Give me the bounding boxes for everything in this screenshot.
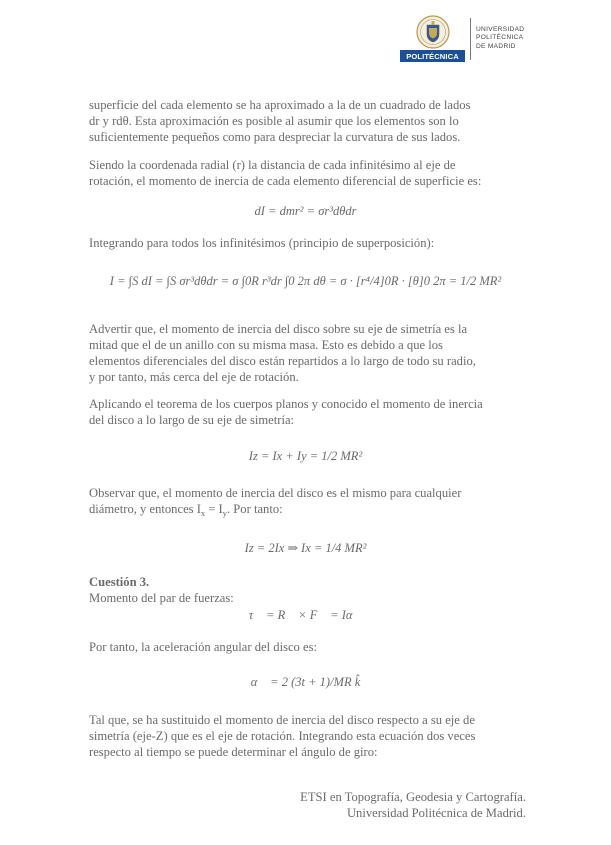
paragraph-6 (89, 486, 526, 522)
text-line: respecto al tiempo se puede determinar el ángulo de giro: (89, 744, 378, 759)
text-line: rotación, el momento de inercia de cada elemento diferencial de superficie es: (89, 173, 482, 188)
text-line: y por tanto, más cerca del eje de rotación. (89, 369, 299, 384)
text-line: superficie del cada elemento se ha aproximado a la de un cuadrado de lados (89, 98, 471, 112)
university-seal-icon (416, 15, 450, 49)
text-line: Observar que, el momento de inercia del disco es el mismo para cualquier (89, 486, 462, 500)
text-line: Por tanto, la aceleración angular del disco es: (89, 640, 317, 654)
text-run: . Por tanto: (227, 501, 283, 516)
equation-text: Iz = 2Ix ⇒ Ix = 1/4 MR² (244, 541, 367, 555)
paragraph-3 (89, 236, 526, 252)
paragraph-2 (89, 158, 526, 190)
text-line: Tal que, se ha sustituido el momento de inercia del disco respecto a su eje de (89, 713, 475, 727)
text-line: Momento del par de fuerzas: (89, 590, 234, 605)
text-line: Advertir que, el momento de inercia del disco sobre su eje de simetría es la (89, 322, 468, 336)
equation-text: Iz = Ix + Iy = 1/2 MR² (248, 449, 363, 463)
text-line: dr y rdθ. Esta aproximación es posible al asumir que los elementos son lo (89, 113, 459, 128)
footer-school: ETSI en Topografía, Geodesia y Cartografía. (300, 790, 526, 804)
logo-band: POLITÉCNICA (400, 50, 465, 62)
university-line: UNIVERSIDAD (476, 26, 525, 33)
equation-4 (0, 540, 611, 556)
text-run: = I (205, 501, 223, 516)
text-line: Integrando para todos los infinitésimos (principio de superposición): (89, 236, 435, 250)
equation-text: I = ∫S dI = ∫S σr³dθdr = σ ∫0R r³dr ∫0 2π dθ = σ · [r⁴/4]0R · [θ]0 2π = 1/2 MR² (109, 274, 502, 288)
university-line: DE MADRID (476, 42, 516, 50)
text-line: del disco a lo largo de su eje de simetría: (89, 412, 295, 427)
university-line: POLITÉCNICA (476, 34, 524, 42)
text-line (89, 502, 526, 522)
text-line: Aplicando el teorema de los cuerpos planos y conocido el momento de inercia (89, 397, 483, 411)
university-name (476, 26, 524, 51)
footer-university: Universidad Politécnica de Madrid. (346, 806, 526, 820)
equation-2 (0, 274, 611, 289)
equation-text: α⃗ = 2 (3t + 1)/MR k̂ (250, 675, 361, 689)
text-line: Siendo la coordenada radial (r) la distancia de cada infinitésimo al eje de (89, 158, 456, 172)
text-run: diámetro, y entonces I (89, 501, 201, 516)
equation-text: dI = dmr² = σr³dθdr (254, 204, 357, 218)
paragraph-1 (89, 98, 526, 146)
paragraph-5 (89, 397, 526, 429)
subscript: y (222, 507, 227, 518)
question-block (89, 575, 526, 607)
paragraph-8 (89, 640, 526, 656)
equation-5 (0, 608, 611, 623)
logo-divider (470, 18, 471, 60)
equation-3 (0, 449, 611, 464)
paragraph-9 (89, 713, 526, 761)
question-heading: Cuestión 3. (89, 575, 150, 589)
text-line: suficientemente pequeños como para despreciar la curvatura de sus lados. (89, 129, 461, 144)
paragraph-4 (89, 322, 526, 386)
page-footer (300, 789, 526, 821)
equation-6 (0, 675, 611, 690)
text-line: simetría (eje-Z) que es el eje de rotación. Integrando esta ecuación dos veces (89, 728, 476, 743)
subscript: x (200, 507, 206, 518)
equation-1 (0, 204, 611, 219)
text-line: elementos diferenciales del disco están repartidos a lo largo de todo su radio, (89, 353, 476, 368)
text-line: mitad que el de un anillo con su misma masa. Esto es debido a que los (89, 337, 443, 352)
equation-text: τ⃗ = R⃗ × F⃗ = Iα⃗ (248, 608, 363, 622)
